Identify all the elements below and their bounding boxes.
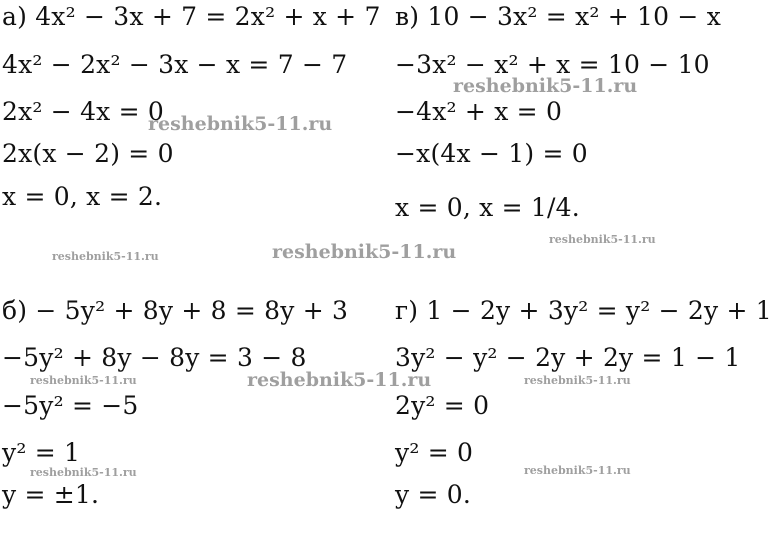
watermark: reshebnik5-11.ru [52,250,159,263]
equation-g-line-4: y² = 0 [395,438,474,467]
equation-b-line-1: б) − 5y² + 8y + 8 = 8y + 3 [2,296,349,325]
equation-v-line-5: x = 0, x = 1/4. [395,193,580,222]
equation-a-line-4: 2x(x − 2) = 0 [2,139,174,168]
equation-g-line-5: y = 0. [395,480,472,509]
watermark: reshebnik5-11.ru [272,241,457,263]
watermark: reshebnik5-11.ru [453,75,638,97]
watermark: reshebnik5-11.ru [148,113,333,135]
equation-b-line-3: −5y² = −5 [2,391,139,420]
equation-b-line-4: y² = 1 [2,438,81,467]
equation-g-line-2: 3y² − y² − 2y + 2y = 1 − 1 [395,343,741,372]
equation-v-line-1: в) 10 − 3x² = x² + 10 − x [395,2,722,31]
watermark: reshebnik5-11.ru [524,374,631,387]
equation-g-line-3: 2y² = 0 [395,391,490,420]
watermark: reshebnik5-11.ru [549,233,656,246]
watermark: reshebnik5-11.ru [30,466,137,479]
equation-a-line-1: а) 4x² − 3x + 7 = 2x² + x + 7 [2,2,381,31]
watermark: reshebnik5-11.ru [524,464,631,477]
equation-v-line-3: −4x² + x = 0 [395,97,563,126]
watermark: reshebnik5-11.ru [247,369,432,391]
equation-a-line-2: 4x² − 2x² − 3x − x = 7 − 7 [2,50,348,79]
watermark: reshebnik5-11.ru [30,374,137,387]
equation-v-line-4: −x(4x − 1) = 0 [395,139,588,168]
equation-g-line-1: г) 1 − 2y + 3y² = y² − 2y + 1 [395,296,772,325]
equation-a-line-5: x = 0, x = 2. [2,182,163,211]
equation-b-line-2: −5y² + 8y − 8y = 3 − 8 [2,343,307,372]
equation-a-line-3: 2x² − 4x = 0 [2,97,165,126]
equation-b-line-5: y = ±1. [2,480,100,509]
equation-v-line-2: −3x² − x² + x = 10 − 10 [395,50,710,79]
